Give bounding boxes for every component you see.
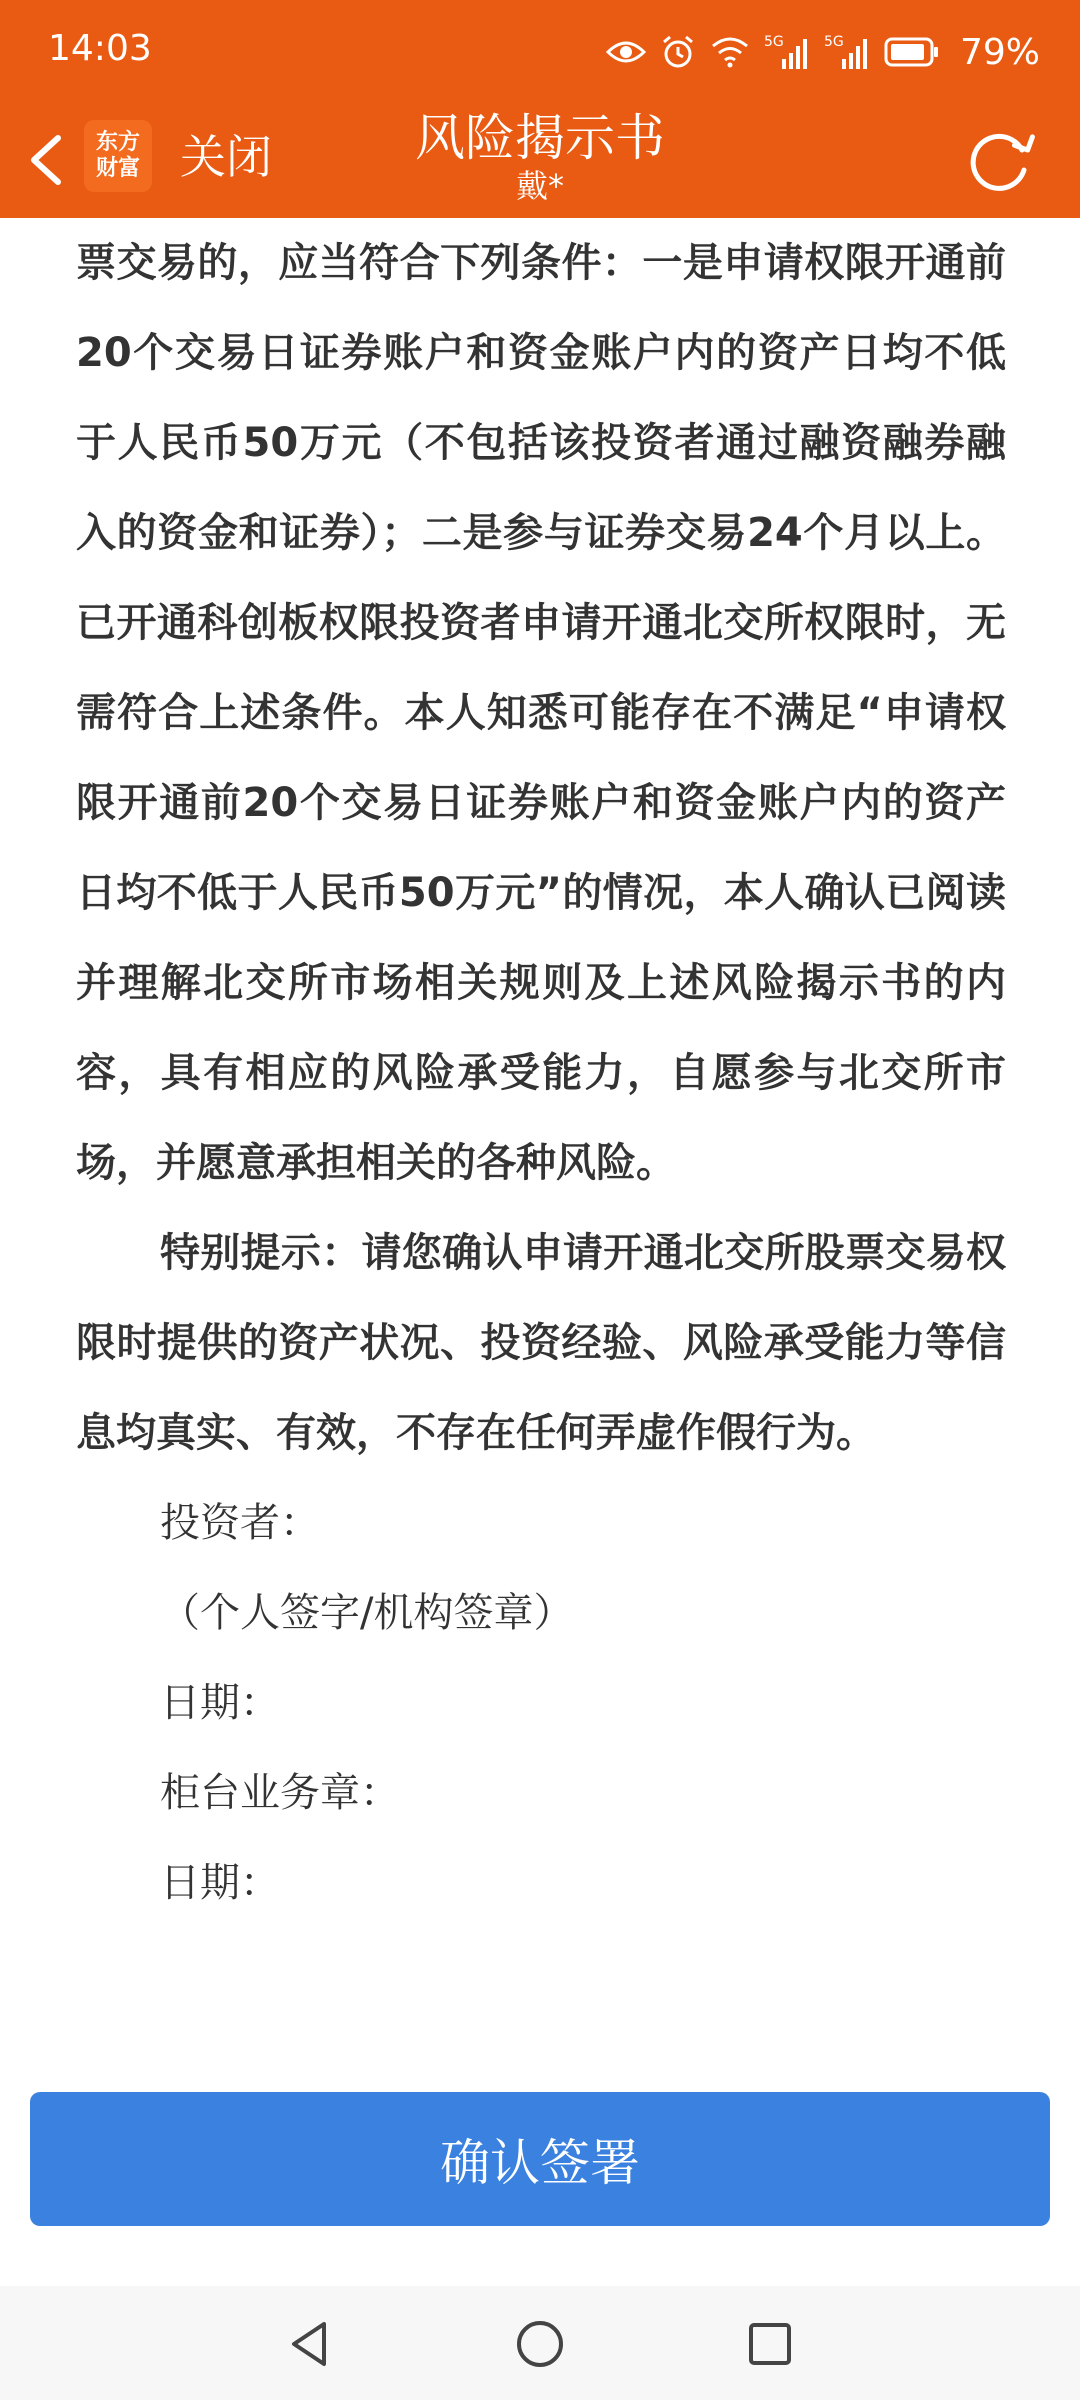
- close-button[interactable]: 关闭: [180, 130, 272, 184]
- signature-note: （个人签字/机构签章）: [160, 1590, 574, 1636]
- page-title: 风险揭示书: [415, 109, 665, 167]
- alarm-icon: [660, 34, 696, 70]
- battery-percent: 79%: [959, 31, 1040, 73]
- refresh-icon: [960, 120, 1040, 200]
- counter-stamp-label: 柜台业务章：: [160, 1770, 400, 1816]
- home-circle-icon: [510, 2314, 570, 2374]
- document-content: [76, 218, 1006, 1928]
- system-recents-button[interactable]: [740, 2314, 800, 2374]
- signal-label: 5G: [823, 34, 844, 50]
- investor-label: 投资者：: [160, 1500, 320, 1546]
- special-notice-paragraph: 特别提示：请您确认申请开通北交所股票交易权限时提供的资产状况、投资经验、风险承受能力等信息均真实、有效，不存在任何弄虚作假行为。: [76, 1230, 1006, 1456]
- nav-bar: [0, 104, 1080, 218]
- eye-icon: [606, 37, 646, 67]
- status-icons: [606, 22, 1040, 82]
- logo-line-1: 东方: [95, 130, 140, 155]
- risk-paragraph-1: 票交易的，应当符合下列条件：一是申请权限开通前20个交易日证券账户和资金账户内的资产日均不低于人民币50万元（不包括该投资者通过融资融券融入的资金和证券）；二是参与证券交易24个月以上。已开通科创板权限投资者申请开通北交所权限时，无需符合上述条件。本人知悉可能存在不满足“申请权限开通前20个交易日证券账户和资金账户内的资产日均不低于人民币50万元”的情况，本人确认已阅读并理解北交所市场相关规则及上述风险揭示书的内容，具有相应的风险承受能力，自愿参与北交所市场，并愿意承担相关的各种风险。: [76, 240, 1006, 1186]
- signal-label: 5G: [763, 34, 784, 50]
- recents-square-icon: [740, 2314, 800, 2374]
- confirm-sign-button[interactable]: 确认签署: [30, 2092, 1050, 2226]
- page-subtitle: 戴*: [515, 167, 564, 205]
- wifi-icon: [710, 36, 750, 68]
- date-label-1: 日期：: [160, 1680, 280, 1726]
- status-bar: [0, 0, 1080, 104]
- system-home-button[interactable]: [510, 2314, 570, 2374]
- system-nav-bar: [0, 2286, 1080, 2400]
- signal-5g-icon: [764, 35, 810, 69]
- system-back-button[interactable]: [280, 2314, 340, 2374]
- date-label-2: 日期：: [160, 1860, 280, 1906]
- battery-icon: [884, 37, 940, 67]
- back-triangle-icon: [280, 2314, 340, 2374]
- refresh-button[interactable]: [960, 120, 1040, 200]
- signal-5g-icon: [824, 35, 870, 69]
- status-time: 14:03: [48, 28, 152, 69]
- logo-line-2: 财富: [95, 156, 140, 181]
